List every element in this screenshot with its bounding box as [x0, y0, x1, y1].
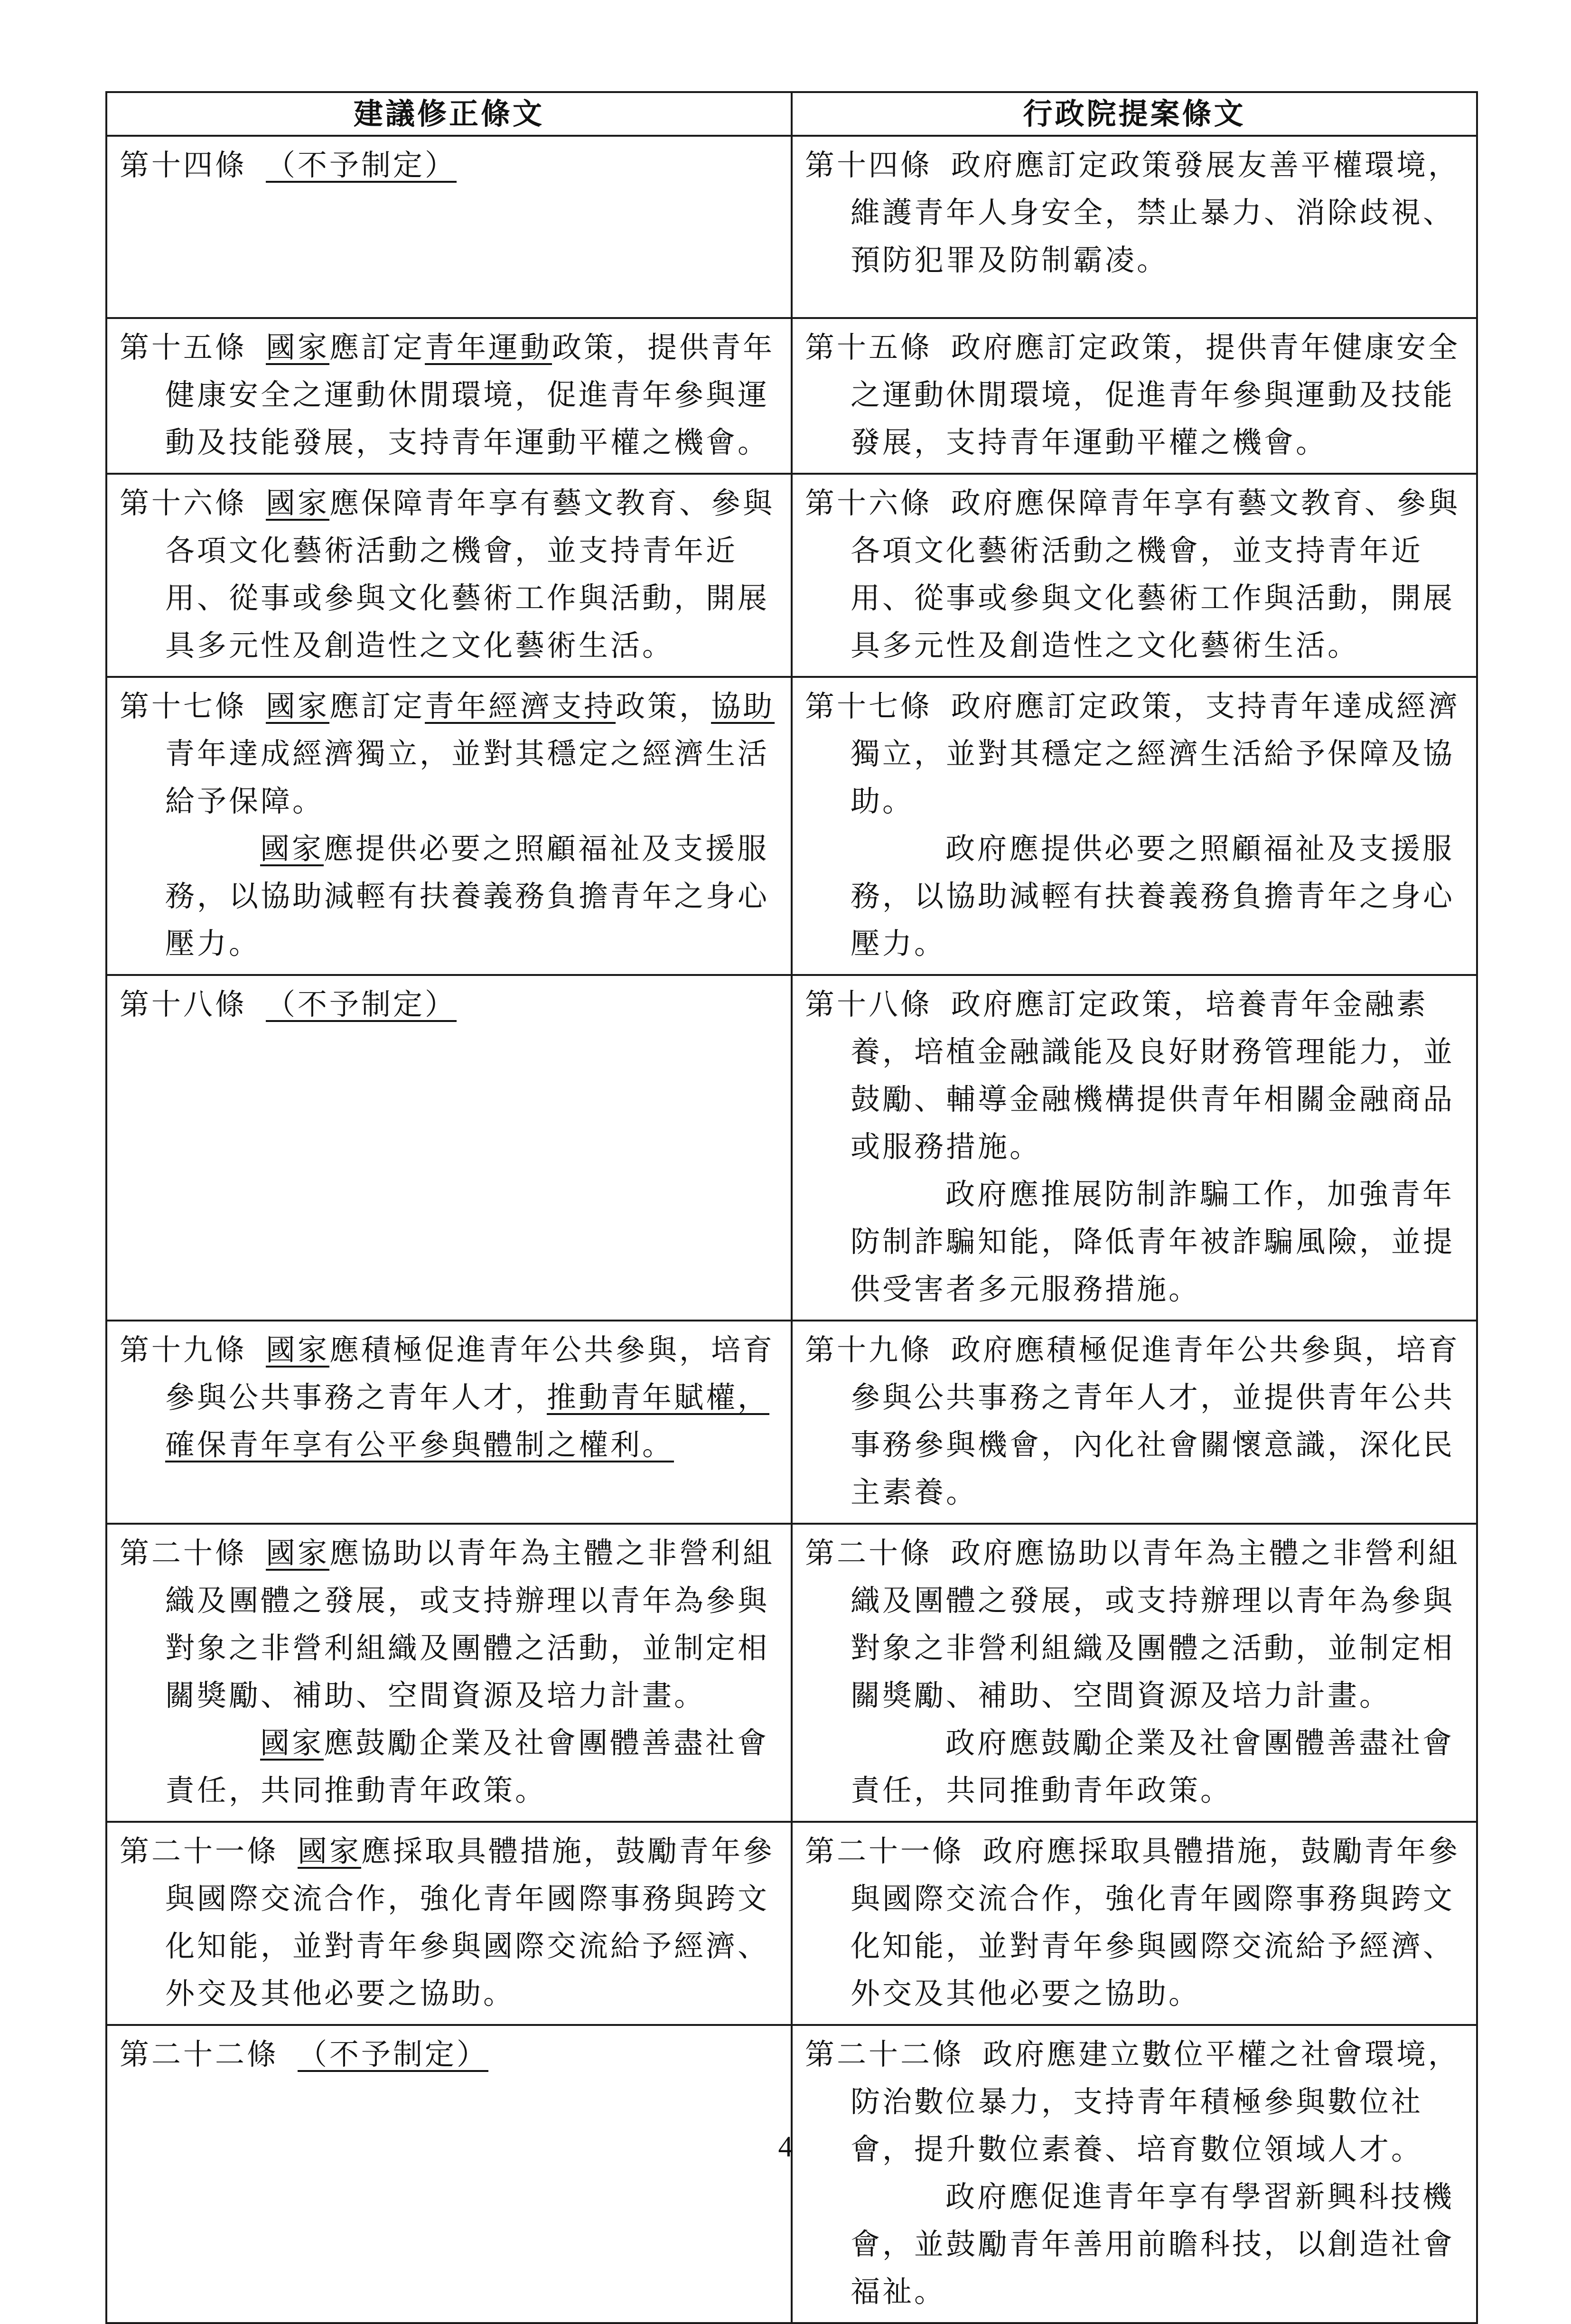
table-row: [106, 677, 1477, 975]
underlined-text: 國家: [298, 1834, 362, 1868]
article-body-text: 應積極促進青年公共參與，培育參與公共事務之青年人才，: [165, 1332, 775, 1415]
article-number: 第十九條: [805, 1332, 933, 1367]
cell-executive: [792, 136, 1477, 318]
article-text: [805, 324, 1466, 466]
article-paragraph: [805, 1171, 1466, 1313]
article-paragraph: [805, 2173, 1466, 2315]
underlined-text: 國家: [260, 1725, 324, 1760]
article-text: [120, 2031, 780, 2078]
cell-proposed: [106, 2025, 792, 2323]
cell-proposed: [106, 1822, 792, 2025]
article-text: [120, 1529, 780, 1719]
article-body-text: 應保障青年享有藝文教育、參與各項文化藝術活動之機會，並支持青年近用、從事或參與文化藝術工作與活動，開展具多元性及創造性之文化藝術生活。: [165, 486, 775, 663]
article-body-text: 政府應保障青年享有藝文教育、參與各項文化藝術活動之機會，並支持青年近用、從事或參與文化藝術工作與活動，開展具多元性及創造性之文化藝術生活。: [851, 486, 1460, 663]
article-paragraph: [120, 1719, 780, 1814]
article-number: 第十八條: [805, 987, 933, 1021]
article-number: 第十七條: [120, 689, 247, 723]
article-text: [805, 141, 1466, 284]
article-number: 第十六條: [120, 486, 247, 520]
cell-executive: [792, 975, 1477, 1321]
underlined-text: 國家: [260, 831, 324, 866]
cell-proposed: [106, 318, 792, 474]
underlined-text: 國家: [266, 1536, 330, 1570]
article-number: 第十七條: [805, 689, 933, 723]
cell-executive: [792, 2025, 1477, 2323]
article-body-text: 政府應訂定政策，提供青年健康安全之運動休閒環境，促進青年參與運動及技能發展，支持青年運動平權之機會。: [851, 330, 1460, 459]
underlined-text: 國家: [266, 689, 330, 723]
header-proposed: 建議修正條文: [106, 92, 792, 136]
article-body-text: 政府應積極促進青年公共參與，培育參與公共事務之青年人才，並提供青年公共事務參與機會，內化社會關懷意識，深化民主素養。: [851, 1332, 1460, 1509]
cell-proposed: [106, 677, 792, 975]
underlined-text: （不予制定）: [266, 148, 457, 182]
cell-executive: [792, 1822, 1477, 2025]
comparison-table: [105, 91, 1478, 2324]
underlined-text: 青年經濟支持: [425, 689, 616, 723]
article-number: 第二十二條: [805, 2037, 964, 2071]
article-text: [805, 1827, 1466, 2017]
article-body-text: 應協助以青年為主體之非營利組織及團體之發展，或支持辦理以青年為參與對象之非營利組織及團體之活動，並制定相關獎勵、補助、空間資源及培力計畫。: [165, 1536, 775, 1713]
article-number: 第二十條: [120, 1536, 247, 1570]
article-number: 第二十條: [805, 1536, 933, 1570]
table-body: [106, 136, 1477, 2323]
underlined-text: 國家: [266, 1332, 330, 1367]
article-number: 第十九條: [120, 1332, 247, 1367]
article-text: [805, 1529, 1466, 1719]
article-body-text: 政策，提供青年健康安全之運動休閒環境，促進青年參與運動及技能發展，支持青年運動平權之機會。: [165, 330, 775, 459]
cell-proposed: [106, 1321, 792, 1524]
table-row: [106, 2025, 1477, 2323]
article-number: 第十八條: [120, 987, 247, 1021]
header-executive: 行政院提案條文: [792, 92, 1477, 136]
underlined-text: （不予制定）: [298, 2037, 489, 2071]
cell-proposed: [106, 975, 792, 1321]
article-text: [120, 683, 780, 825]
article-number: 第二十一條: [120, 1834, 279, 1868]
cell-proposed: [106, 136, 792, 318]
article-text: [120, 324, 780, 466]
article-text: [805, 981, 1466, 1171]
article-paragraph: [805, 1719, 1466, 1814]
table-row: [106, 136, 1477, 318]
article-text: [120, 981, 780, 1028]
article-body-text: 政府應採取具體措施，鼓勵青年參與國際交流合作，強化青年國際事務與跨文化知能，並對青年參與國際交流給予經濟、外交及其他必要之協助。: [851, 1834, 1460, 2011]
article-text: [805, 479, 1466, 669]
article-number: 第二十二條: [120, 2037, 279, 2071]
article-text: [805, 1326, 1466, 1516]
article-body-text: 政府應促進青年享有學習新興科技機會，並鼓勵青年善用前瞻科技，以創造社會福祉。: [851, 2179, 1455, 2309]
table-header-row: [106, 92, 1477, 136]
article-number: 第十四條: [120, 148, 247, 182]
article-text: [120, 141, 780, 189]
article-paragraph: [805, 825, 1466, 967]
article-body-text: 應訂定: [329, 330, 425, 365]
cell-executive: [792, 1524, 1477, 1822]
underlined-text: 國家: [266, 486, 330, 520]
article-number: 第十五條: [805, 330, 933, 365]
article-body-text: 青年達成經濟獨立，並對其穩定之經濟生活給予保障。: [165, 736, 770, 818]
table-row: [106, 1321, 1477, 1524]
cell-executive: [792, 318, 1477, 474]
cell-executive: [792, 474, 1477, 677]
article-body-text: 應採取具體措施，鼓勵青年參與國際交流合作，強化青年國際事務與跨文化知能，並對青年參與國際交流給予經濟、外交及其他必要之協助。: [165, 1834, 775, 2011]
article-body-text: 政府應協助以青年為主體之非營利組織及團體之發展，或支持辦理以青年為參與對象之非營利組織及團體之活動，並制定相關獎勵、補助、空間資源及培力計畫。: [851, 1536, 1460, 1713]
article-body-text: 應訂定: [329, 689, 425, 723]
table-row: [106, 474, 1477, 677]
article-body-text: 政策，: [616, 689, 711, 723]
cell-proposed: [106, 474, 792, 677]
table-row: [106, 1524, 1477, 1822]
table-row: [106, 1822, 1477, 2025]
article-text: [120, 1827, 780, 2017]
page-number: 4: [778, 2131, 793, 2163]
article-body-text: 應提供必要之照顧福祉及支援服務，以協助減輕有扶養義務負擔青年之身心壓力。: [165, 831, 770, 961]
table-row: [106, 318, 1477, 474]
article-number: 第十五條: [120, 330, 247, 365]
article-body-text: 政府應訂定政策，培養青年金融素養，培植金融識能及良好財務管理能力，並鼓勵、輔導金融機構提供青年相關金融商品或服務措施。: [851, 987, 1455, 1164]
article-body-text: 政府應提供必要之照顧福祉及支援服務，以協助減輕有扶養義務負擔青年之身心壓力。: [851, 831, 1455, 961]
cell-executive: [792, 1321, 1477, 1524]
underlined-text: 協助: [711, 689, 775, 723]
underlined-text: 推動青年賦權，確保青年享有公平參與體制之權利。: [165, 1380, 770, 1462]
cell-proposed: [106, 1524, 792, 1822]
article-number: 第十四條: [805, 148, 933, 182]
article-text: [805, 683, 1466, 825]
article-body-text: 政府應建立數位平權之社會環境，防治數位暴力，支持青年積極參與數位社會，提升數位素養、培育數位領域人才。: [851, 2037, 1460, 2166]
underlined-text: （不予制定）: [266, 987, 457, 1021]
article-body-text: 政府應鼓勵企業及社會團體善盡社會責任，共同推動青年政策。: [851, 1725, 1455, 1808]
article-body-text: 政府應訂定政策，支持青年達成經濟獨立，並對其穩定之經濟生活給予保障及協助。: [851, 689, 1460, 818]
article-text: [120, 479, 780, 669]
article-number: 第十六條: [805, 486, 933, 520]
article-body-text: 應鼓勵企業及社會團體善盡社會責任，共同推動青年政策。: [165, 1725, 769, 1808]
table-row: [106, 975, 1477, 1321]
underlined-text: 國家: [266, 330, 330, 365]
article-text: [120, 1326, 780, 1469]
article-body-text: 政府應訂定政策發展友善平權環境，維護青年人身安全，禁止暴力、消除歧視、預防犯罪及防制霸凌。: [851, 148, 1460, 277]
article-body-text: 政府應推展防制詐騙工作，加強青年防制詐騙知能，降低青年被詐騙風險，並提供受害者多元服務措施。: [851, 1177, 1455, 1306]
underlined-text: 青年運動: [425, 330, 552, 365]
cell-executive: [792, 677, 1477, 975]
article-paragraph: [120, 825, 780, 967]
article-number: 第二十一條: [805, 1834, 964, 1868]
